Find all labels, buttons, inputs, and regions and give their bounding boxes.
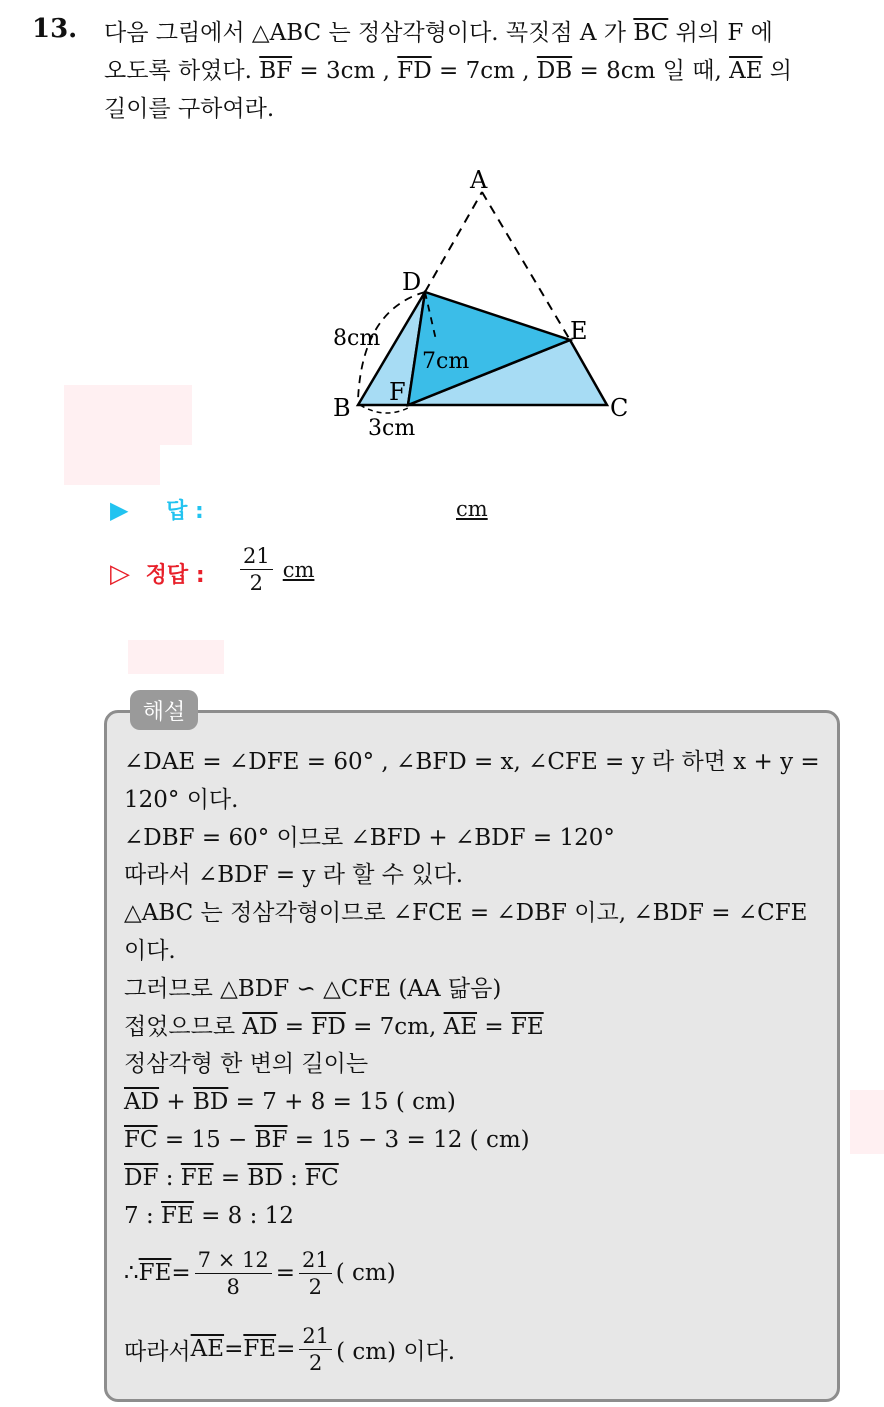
solution-line: $\overline{AD} + \overline{BD} = 7 + 8 = 15$ ( cm) <box>124 1089 456 1116</box>
solution-line: 그러므로 △BDF ∽ △CFE (AA 닮음) <box>124 975 502 1002</box>
solution-line: $\overline{FC} = 15 - \overline{BF} = 15 - 3 = 12$ ( cm) <box>124 1126 530 1153</box>
answer-label: 답 : <box>166 499 204 524</box>
fraction: $\frac{21}{2}$ <box>299 1247 332 1300</box>
solution-line: ∠DBF = 60° 이므로 ∠BFD + ∠BDF = 120° <box>124 824 615 851</box>
answer-unit: cm <box>456 497 488 521</box>
question-line-2: 오도록 하였다. $\overline{BF} = 3cm$ , $\overline{FD} = 7cm$ , $\overline{DB} = 8cm$ 일 때, $\overline{AE}$ 의 <box>104 58 793 84</box>
scan-artifact <box>64 445 160 485</box>
dashed-edge-ad <box>425 192 482 292</box>
correct-unit: cm <box>282 557 315 582</box>
solution-line: 7 : $\overline{FE} = 8$ : 12 <box>124 1202 294 1229</box>
scan-artifact <box>128 640 224 674</box>
scan-artifact <box>64 385 192 445</box>
question-line-3: 길이를 구하여라. <box>104 96 275 122</box>
correct-answer-row <box>110 558 205 589</box>
answer-marker-icon: ▶ <box>110 496 129 524</box>
length-db: 8cm <box>333 326 381 351</box>
solution-line: 따라서 ∠BDF = y 라 할 수 있다. <box>124 862 464 889</box>
solution-line: 정삼각형 한 변의 길이는 <box>124 1051 369 1078</box>
solution-line: ∠DAE = ∠DFE = 60° , ∠BFD = x, ∠CFE = y 라 하면 x + y = <box>124 749 820 775</box>
correct-marker-icon: ▷ <box>110 559 130 589</box>
solution-tab: 해설 <box>130 690 198 730</box>
fraction: $\frac{21}{2}$ <box>299 1323 332 1376</box>
correct-value <box>236 543 314 596</box>
length-fd: 7cm <box>422 349 470 374</box>
solution-line: 접었으므로 $\overline{AD} = \overline{FD} = 7cm$, $\overline{AE} = \overline{FE}$ <box>124 1013 544 1040</box>
label-d: D <box>402 268 422 296</box>
solution-line: △ABC 는 정삼각형이므로 ∠FCE = ∠DBF 이고, ∠BDF = ∠CFE <box>124 900 808 927</box>
solution-line: 이다. <box>124 937 176 964</box>
solution-line-fraction: 따라서 $\overline{AE}$ = $\overline{FE}$ = $\frac{21}{2}$ ( cm) 이다. <box>124 1323 456 1375</box>
correct-label: 정답 : <box>145 563 205 588</box>
correct-fraction: $\frac{21}{2}$ <box>240 543 273 596</box>
label-b: B <box>333 394 351 422</box>
label-a: A <box>470 166 488 194</box>
answer-row <box>110 494 204 525</box>
solution-line-fraction: ∴ $\overline{FE}$ = $\frac{7 \times 12}{8}$ = $\frac{21}{2}$ ( cm) <box>124 1247 396 1299</box>
question-line-1: 다음 그림에서 △ABC 는 정삼각형이다. 꼭짓점 A 가 $\overline{BC}$ 위의 F 에 <box>104 20 773 46</box>
question-text <box>104 14 864 128</box>
solution-text <box>124 744 824 1387</box>
scan-artifact <box>850 1090 884 1154</box>
question-number: 13. <box>32 14 78 44</box>
label-c: C <box>610 394 629 422</box>
solution-line: 120° 이다. <box>124 786 239 813</box>
label-e: E <box>570 317 588 345</box>
triangle-figure <box>320 160 640 450</box>
label-f: F <box>389 378 406 406</box>
fraction: $\frac{7 \times 12}{8}$ <box>195 1247 272 1300</box>
solution-line: $\overline{DF}$ : $\overline{FE} = \overline{BD}$ : $\overline{FC}$ <box>124 1164 339 1191</box>
length-bf: 3cm <box>368 416 416 441</box>
